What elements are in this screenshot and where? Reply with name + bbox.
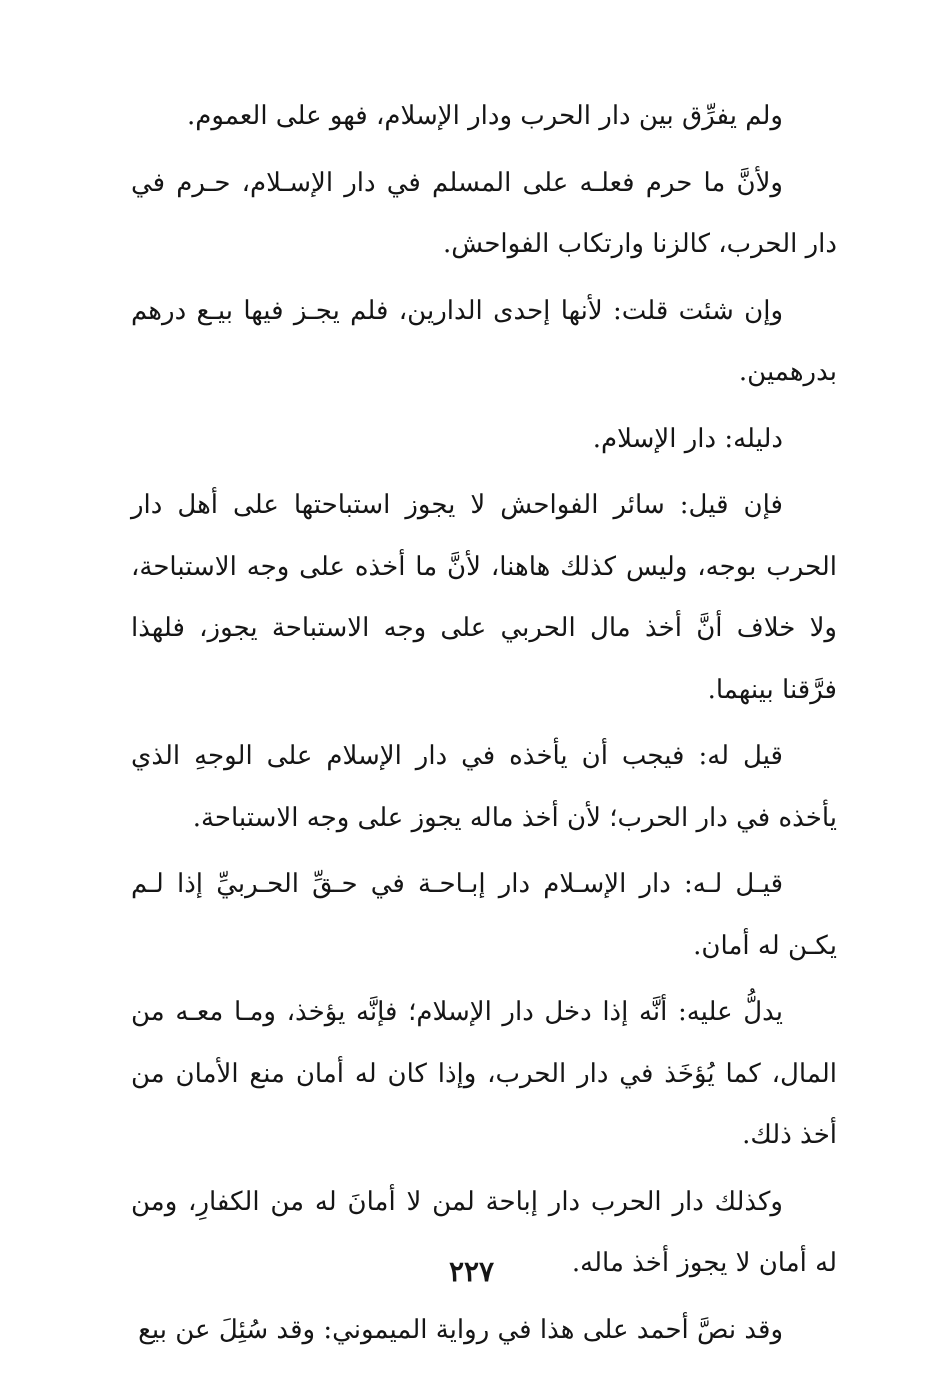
paragraph-4: دليله: دار الإسلام. — [592, 423, 783, 454]
paragraph-3: وإن شئت قلت: لأنها إحدى الدارين، فلم يجـز فيها بيـع درهم بدرهمين. — [131, 295, 837, 387]
paragraph-2: ولأنَّ ما حرم فعلـه على المسلم في دار الإسـلام، حـرم في دار الحرب، كالزنا وارتكاب الفواحش. — [131, 167, 837, 259]
paragraph-10: وقد نصَّ أحمد على هذا في رواية الميموني: وقد سُئِلَ عن بيع — [138, 1314, 783, 1345]
paragraph-8: يدلُّ عليه: أنَّه إذا دخل دار الإسلام؛ فإنَّه يؤخذ، ومـا معـه من المال، كما يُؤخَذ في دار الحرب، وإذا كان له أمان منع الأمان من أخذ ذلك. — [131, 997, 837, 1150]
body-text — [131, 86, 837, 1366]
paragraph-6: قيل له: فيجب أن يأخذه في دار الإسلام على الوجهِ الذي يأخذه في دار الحرب؛ لأن أخذ ماله يجوز على وجه الاستباحة. — [131, 741, 837, 833]
paragraph-1: ولم يفرِّق بين دار الحرب ودار الإسلام، فهو على العموم. — [187, 101, 783, 131]
paragraph-7: قيـل لـه: دار الإسـلام دار إبـاحـة في حـقِّ الحـربيِّ إذا لـم يكـن له أمان. — [131, 869, 837, 961]
page-number: ٢٢٧ — [448, 1255, 495, 1288]
paragraph-5: فإن قيل: سائر الفواحش لا يجوز استباحتها على أهل دار الحرب بوجه، وليس كذلك هاهنا، لأنَّ ما أخذه على وجه الاستباحة، ولا خلاف أنَّ أخذ مال الحربي على وجه الاستباحة يجوز، فلهذا فرَّقنا بينهما. — [131, 490, 837, 705]
paragraph-9: وكذلك دار الحرب دار إباحة لمن لا أمانَ له من الكفارِ، ومن له أمان لا يجوز أخذ ماله. — [131, 1186, 837, 1278]
